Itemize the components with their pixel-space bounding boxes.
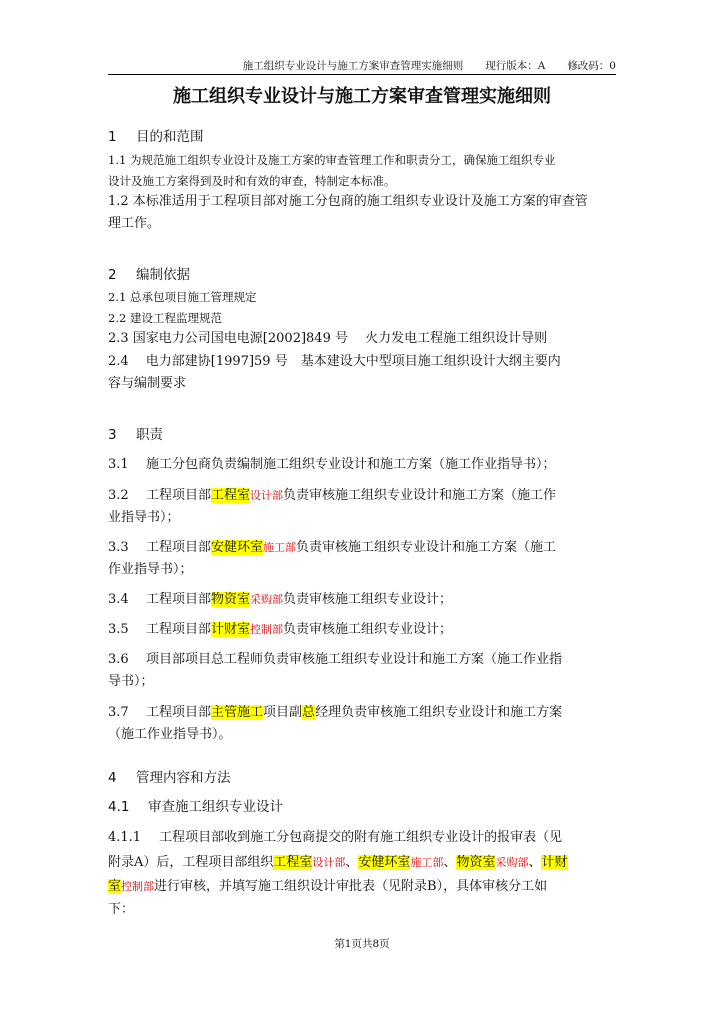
highlight: 计财: [541, 855, 568, 870]
red-annotation: 控制部: [121, 880, 155, 893]
section-title: 目的和范围: [136, 129, 204, 145]
document-title: 施工组织专业设计与施工方案审查管理实施细则: [173, 86, 551, 107]
red-annotation: 施工部: [263, 541, 297, 554]
paragraph-line: 附录A）后，工程项目部组织工程室设计部、安健环室施工部、物资室采购部、计财: [108, 855, 568, 870]
paragraph-line: 4.1.1 工程项目部收到施工分包商提交的附有施工组织专业设计的报审表（见: [108, 830, 563, 845]
section-3-heading: [108, 425, 616, 445]
red-annotation: 采购部: [250, 593, 284, 606]
highlight: 安健环室: [211, 540, 264, 555]
highlight: 安健环室: [358, 855, 411, 870]
responsibility-item: 3.2 工程项目部工程室设计部负责审核施工组织专业设计和施工方案（施工作: [108, 488, 557, 503]
highlight: 总: [302, 705, 316, 720]
responsibility-item-cont: 业指导书）；: [108, 510, 180, 525]
page-footer: 第1页共8页: [334, 938, 390, 950]
section-number: 1: [108, 129, 117, 145]
section-4-heading: [108, 768, 616, 788]
highlight: 工程室: [211, 488, 251, 503]
responsibility-item-cont: 导书）；: [108, 674, 154, 689]
red-annotation: 设计部: [250, 489, 284, 502]
highlight: 室: [108, 879, 122, 894]
responsibility-item: 3.6 项目部项目总工程师负责审核施工组织专业设计和施工方案（施工作业指: [108, 652, 563, 667]
reference-item-cont: 容与编制要求: [108, 376, 187, 391]
responsibility-item: 3.3 工程项目部安健环室施工部负责审核施工组织专业设计和施工方案（施工: [108, 540, 557, 555]
reference-item: 2.1 总承包项目施工管理规定: [108, 290, 257, 304]
reference-item: 2.3 国家电力公司国电电源[2002]849 号 火力发电工程施工组织设计导则: [108, 331, 548, 346]
highlight: 物资室: [211, 592, 251, 607]
section-title: 编制依据: [136, 267, 190, 283]
header-version: 现行版本：A: [485, 60, 546, 72]
red-annotation: 施工部: [410, 856, 444, 869]
highlight: 物资室: [456, 855, 496, 870]
highlight: 计财室: [211, 622, 251, 637]
paragraph-line: 设计及施工方案得到及时和有效的审查，特制定本标准。: [108, 174, 396, 188]
header-doc-name: 施工组织专业设计与施工方案审查管理实施细则: [242, 60, 464, 72]
section-1-heading: [108, 127, 616, 147]
responsibility-item: 3.1 施工分包商负责编制施工组织专业设计和施工方案（施工作业指导书）；: [108, 457, 556, 472]
highlight: 工程室: [273, 855, 313, 870]
subsection-heading: 4.1 审查施工组织专业设计: [108, 799, 283, 815]
paragraph-line: 室控制部进行审核，并填写施工组织设计审批表（见附录B），具体审核分工如: [108, 879, 548, 894]
section-number: 2: [108, 267, 117, 283]
responsibility-item-cont: 作业指导书）；: [108, 562, 193, 577]
section-title: 职责: [136, 427, 163, 443]
responsibility-item: 3.4 工程项目部物资室采购部负责审核施工组织专业设计；: [108, 592, 453, 607]
section-2-heading: [108, 265, 616, 285]
section-number: 4: [108, 770, 117, 786]
section-title: 管理内容和方法: [136, 770, 231, 786]
responsibility-item: 3.5 工程项目部计财室控制部负责审核施工组织专业设计；: [108, 622, 453, 637]
page-header: [108, 60, 616, 75]
paragraph-line: 1.1 为规范施工组织专业设计及施工方案的审查管理工作和职责分工，确保施工组织专业: [108, 153, 556, 167]
header-revision: 修改码：0: [567, 60, 616, 72]
paragraph-line: 下：: [108, 902, 135, 917]
responsibility-item: 3.7 工程项目部主管施工项目副总经理负责审核施工组织专业设计和施工方案: [108, 705, 563, 720]
reference-item: 2.4 电力部建协[1997]59 号 基本建设大中型项目施工组织设计大纲主要内: [108, 354, 561, 369]
responsibility-item-cont: （施工作业指导书）。: [108, 727, 232, 742]
paragraph-line: 1.2 本标准适用于工程项目部对施工分包商的施工组织专业设计及施工方案的审查管: [108, 194, 588, 209]
red-annotation: 设计部: [312, 856, 346, 869]
paragraph-line: 理工作。: [108, 216, 161, 231]
reference-item: 2.2 建设工程监理规范: [108, 311, 222, 325]
red-annotation: 采购部: [495, 856, 529, 869]
highlight: 主管施工: [211, 705, 264, 720]
red-annotation: 控制部: [250, 623, 284, 636]
section-number: 3: [108, 427, 117, 443]
